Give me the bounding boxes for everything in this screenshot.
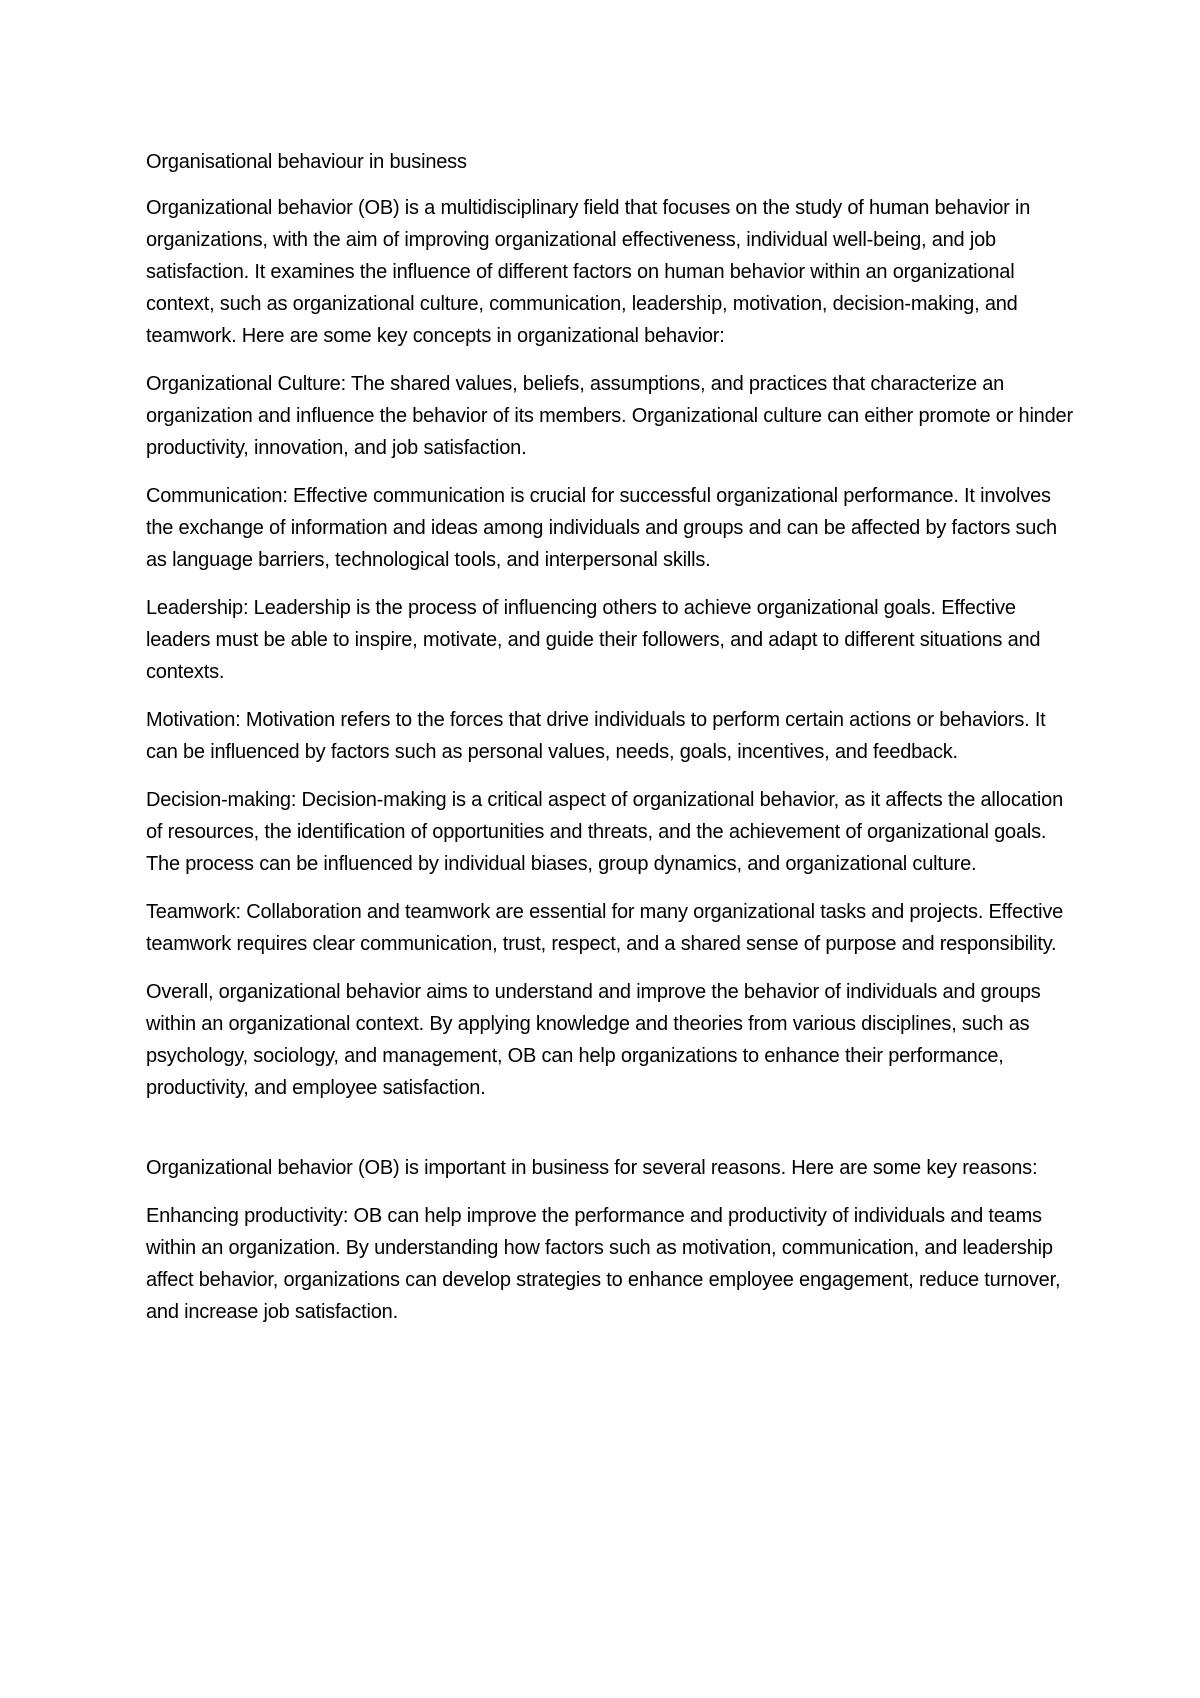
- intro-paragraph: Organizational behavior (OB) is a multidisciplinary field that focuses on the study of human behavior in organizations, with the aim of improving organizational effectiveness, individual well-being, and job satisfaction. It examines the influence of different factors on human behavior within an organizational context, such as organizational culture, communication, leadership, motivation, decision-making, and teamwork. Here are some key concepts in organizational behavior:: [146, 197, 1031, 347]
- concept-text: Motivation refers to the forces that drive individuals to perform certain actions or behaviors. It can be influenced by factors such as personal values, needs, goals, incentives, and feedback.: [146, 709, 1046, 763]
- document-title: Organisational behaviour in business: [146, 151, 467, 173]
- concept-text: Decision-making is a critical aspect of organizational behavior, as it affects the allocation of resources, the identification of opportunities and threats, and the achievement of organizational goals. The process can be influenced by individual biases, group dynamics, and organizational culture.: [146, 789, 1063, 875]
- concept-term: Decision-making:: [146, 789, 297, 811]
- concept-paragraph-leadership: [146, 592, 1076, 688]
- concept-paragraph-decision-making: [146, 784, 1076, 880]
- concept-term: Communication:: [146, 485, 288, 507]
- concept-term: Organizational Culture:: [146, 373, 346, 395]
- concept-term: Leadership:: [146, 597, 249, 619]
- concept-paragraph-organizational-culture: [146, 368, 1076, 464]
- concept-term: Teamwork:: [146, 901, 241, 923]
- concept-text: Collaboration and teamwork are essential for many organizational tasks and projects. Effective teamwork requires clear communication, trust, respect, and a shared sense of purpose and responsibility.: [146, 901, 1064, 955]
- reason-term: Enhancing productivity:: [146, 1205, 349, 1227]
- reason-paragraph-enhancing-productivity: [146, 1200, 1076, 1328]
- document-body: [146, 146, 1076, 1344]
- concept-text: Effective communication is crucial for successful organizational performance. It involves the exchange of information and ideas among individuals and groups and can be affected by factors such as language barriers, technological tools, and interpersonal skills.: [146, 485, 1057, 571]
- concept-term: Motivation:: [146, 709, 241, 731]
- concept-paragraph-communication: [146, 480, 1076, 576]
- concept-paragraph-teamwork: [146, 896, 1076, 960]
- concept-paragraph-motivation: [146, 704, 1076, 768]
- importance-intro-paragraph: Organizational behavior (OB) is important in business for several reasons. Here are some key reasons:: [146, 1157, 1038, 1179]
- concept-text: The shared values, beliefs, assumptions, and practices that characterize an organization and influence the behavior of its members. Organizational culture can either promote or hinder productivity, innovation, and job satisfaction.: [146, 373, 1073, 459]
- concept-text: Leadership is the process of influencing others to achieve organizational goals. Effective leaders must be able to inspire, motivate, and guide their followers, and adapt to different situations and contexts.: [146, 597, 1041, 683]
- overall-paragraph: Overall, organizational behavior aims to understand and improve the behavior of individuals and groups within an organizational context. By applying knowledge and theories from various disciplines, such as psychology, sociology, and management, OB can help organizations to enhance their performance, productivity, and employee satisfaction.: [146, 981, 1041, 1099]
- reason-text: OB can help improve the performance and productivity of individuals and teams within an organization. By understanding how factors such as motivation, communication, and leadership affect behavior, organizations can develop strategies to enhance employee engagement, reduce turnover, and increase job satisfaction.: [146, 1205, 1061, 1323]
